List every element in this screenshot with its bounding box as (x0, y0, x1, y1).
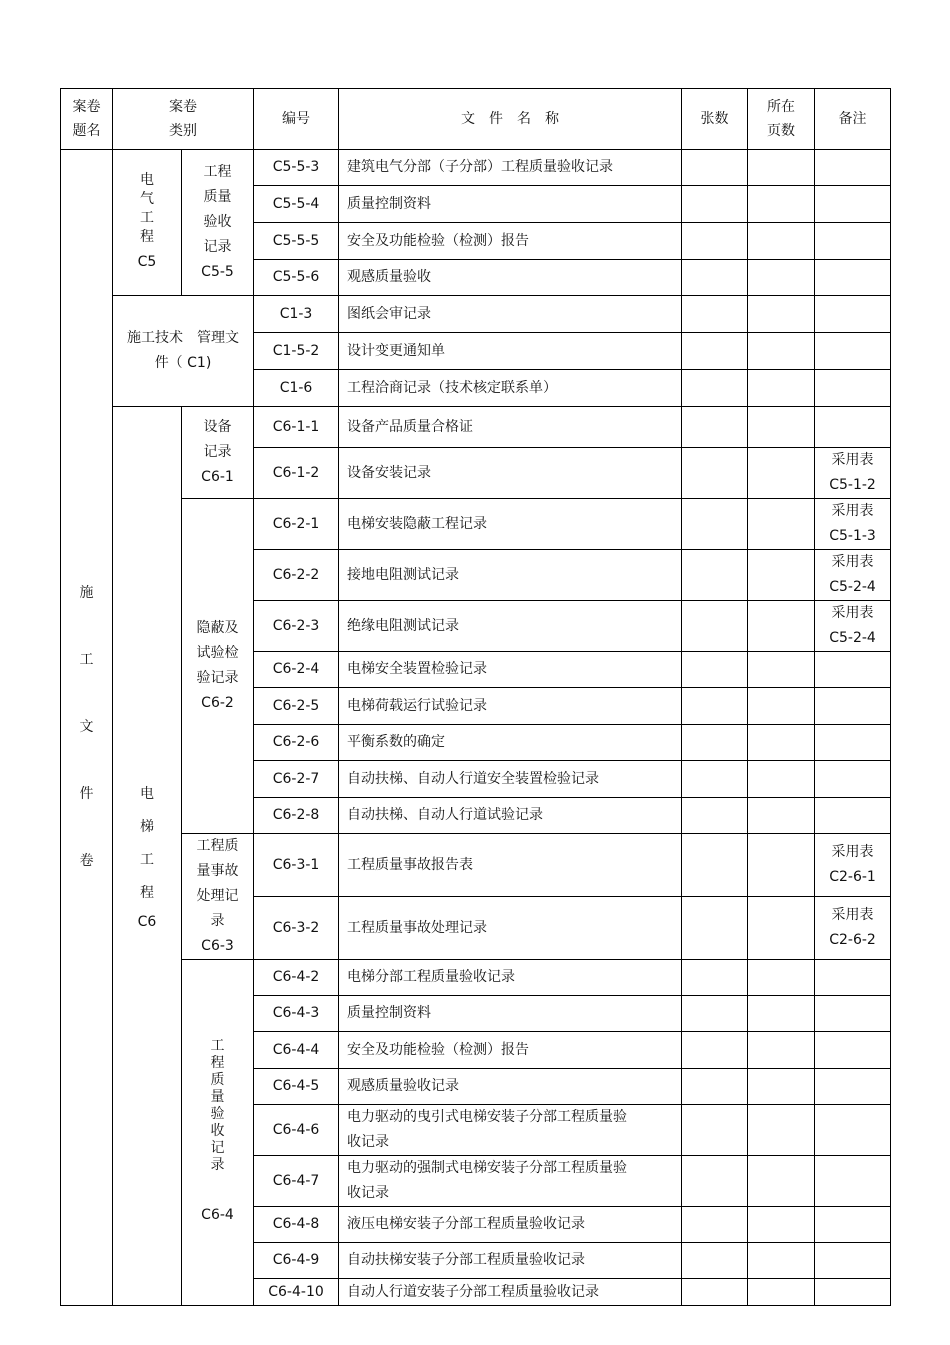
row-code: C1-3 (254, 296, 339, 333)
row-code: C6-4-6 (254, 1105, 339, 1156)
row-sheets (682, 725, 748, 761)
row-remarks (815, 725, 891, 761)
header-remarks: 备注 (815, 89, 891, 150)
row-sheets (682, 296, 748, 333)
row-file-name: 电力驱动的曳引式电梯安装子分部工程质量验收记录 (339, 1105, 682, 1156)
row-file-name: 工程洽商记录（技术核定联系单） (339, 370, 682, 407)
header-sheets: 张数 (682, 89, 748, 150)
row-page (748, 960, 815, 996)
table-row (61, 834, 891, 897)
group-electrical: 电气工程 C5 (113, 150, 182, 296)
row-sheets (682, 499, 748, 550)
row-sheets (682, 223, 748, 260)
row-sheets (682, 407, 748, 448)
header-volume-category: 案卷类别 (113, 89, 254, 150)
row-page (748, 1279, 815, 1306)
row-code: C6-2-5 (254, 688, 339, 725)
row-file-name: 图纸会审记录 (339, 296, 682, 333)
row-file-name: 接地电阻测试记录 (339, 550, 682, 601)
row-code: C6-4-9 (254, 1243, 339, 1279)
row-sheets (682, 448, 748, 499)
row-code: C6-1-1 (254, 407, 339, 448)
row-sheets (682, 601, 748, 652)
row-sheets (682, 834, 748, 897)
row-code: C6-4-7 (254, 1156, 339, 1207)
row-file-name: 建筑电气分部（子分部）工程质量验收记录 (339, 150, 682, 186)
row-remarks (815, 296, 891, 333)
row-code: C6-2-4 (254, 652, 339, 688)
row-remarks (815, 1207, 891, 1243)
row-code: C6-2-2 (254, 550, 339, 601)
row-file-name: 工程质量事故报告表 (339, 834, 682, 897)
volume-title-cell: 施工文件卷 (61, 150, 113, 1306)
subgroup-c6-4: 工程质量验收记录 C6-4 (182, 960, 254, 1306)
row-file-name: 电梯安全装置检验记录 (339, 652, 682, 688)
row-sheets (682, 996, 748, 1032)
row-page (748, 1032, 815, 1069)
row-sheets (682, 333, 748, 370)
row-code: C5-5-4 (254, 186, 339, 223)
row-page (748, 761, 815, 798)
row-sheets (682, 761, 748, 798)
row-page (748, 897, 815, 960)
row-page (748, 1243, 815, 1279)
row-remarks: 采用表C2-6-1 (815, 834, 891, 897)
table-row (61, 296, 891, 333)
row-remarks: 采用表C5-1-2 (815, 448, 891, 499)
row-file-name: 安全及功能检验（检测）报告 (339, 1032, 682, 1069)
row-file-name: 自动人行道安装子分部工程质量验收记录 (339, 1279, 682, 1306)
row-code: C6-4-2 (254, 960, 339, 996)
row-file-name: 平衡系数的确定 (339, 725, 682, 761)
file-index-table (60, 88, 891, 1306)
row-file-name: 设备产品质量合格证 (339, 407, 682, 448)
row-code: C1-5-2 (254, 333, 339, 370)
row-remarks (815, 223, 891, 260)
row-remarks (815, 652, 891, 688)
row-remarks (815, 960, 891, 996)
header-file-name: 文 件 名 称 (339, 89, 682, 150)
table-row (61, 499, 891, 550)
header-page: 所在页数 (748, 89, 815, 150)
row-code: C6-2-6 (254, 725, 339, 761)
row-file-name: 工程质量事故处理记录 (339, 897, 682, 960)
row-remarks (815, 370, 891, 407)
row-file-name: 质量控制资料 (339, 186, 682, 223)
row-code: C6-2-8 (254, 798, 339, 834)
row-sheets (682, 652, 748, 688)
row-remarks (815, 1069, 891, 1105)
row-file-name: 绝缘电阻测试记录 (339, 601, 682, 652)
row-remarks (815, 761, 891, 798)
row-page (748, 550, 815, 601)
row-page (748, 296, 815, 333)
row-sheets (682, 370, 748, 407)
row-page (748, 260, 815, 296)
row-remarks: 采用表C5-2-4 (815, 550, 891, 601)
row-sheets (682, 688, 748, 725)
row-page (748, 370, 815, 407)
row-page (748, 1207, 815, 1243)
row-remarks (815, 150, 891, 186)
row-page (748, 996, 815, 1032)
row-remarks (815, 798, 891, 834)
subgroup-c6-1: 设备记录 C6-1 (182, 407, 254, 499)
row-page (748, 601, 815, 652)
row-sheets (682, 1105, 748, 1156)
row-code: C5-5-5 (254, 223, 339, 260)
table-row (61, 407, 891, 448)
row-remarks: 采用表C5-2-4 (815, 601, 891, 652)
row-file-name: 电梯分部工程质量验收记录 (339, 960, 682, 996)
row-code: C6-4-8 (254, 1207, 339, 1243)
row-remarks: 采用表C5-1-3 (815, 499, 891, 550)
header-row (61, 89, 891, 150)
row-file-name: 电梯荷载运行试验记录 (339, 688, 682, 725)
row-code: C6-4-10 (254, 1279, 339, 1306)
row-page (748, 499, 815, 550)
row-page (748, 333, 815, 370)
row-sheets (682, 1207, 748, 1243)
row-remarks (815, 333, 891, 370)
row-sheets (682, 897, 748, 960)
row-remarks (815, 1243, 891, 1279)
row-page (748, 798, 815, 834)
row-file-name: 设备安装记录 (339, 448, 682, 499)
row-file-name: 自动扶梯、自动人行道安全装置检验记录 (339, 761, 682, 798)
row-sheets (682, 798, 748, 834)
row-remarks (815, 186, 891, 223)
row-code: C6-2-7 (254, 761, 339, 798)
row-code: C6-4-3 (254, 996, 339, 1032)
row-page (748, 652, 815, 688)
row-file-name: 电梯安装隐蔽工程记录 (339, 499, 682, 550)
row-file-name: 观感质量验收 (339, 260, 682, 296)
row-page (748, 150, 815, 186)
row-remarks (815, 1279, 891, 1306)
row-file-name: 设计变更通知单 (339, 333, 682, 370)
row-remarks (815, 996, 891, 1032)
row-file-name: 观感质量验收记录 (339, 1069, 682, 1105)
row-file-name: 自动扶梯安装子分部工程质量验收记录 (339, 1243, 682, 1279)
table-row (61, 960, 891, 996)
row-code: C6-2-3 (254, 601, 339, 652)
row-page (748, 834, 815, 897)
table-row (61, 150, 891, 186)
row-page (748, 448, 815, 499)
row-page (748, 186, 815, 223)
row-remarks (815, 1105, 891, 1156)
row-code: C6-2-1 (254, 499, 339, 550)
subgroup-c5-5: 工程质量验收记录 C5-5 (182, 150, 254, 296)
row-page (748, 725, 815, 761)
row-code: C6-4-4 (254, 1032, 339, 1069)
row-sheets (682, 186, 748, 223)
row-file-name: 质量控制资料 (339, 996, 682, 1032)
subgroup-c6-2: 隐蔽及试验检验记录 C6-2 (182, 499, 254, 834)
row-code: C1-6 (254, 370, 339, 407)
row-sheets (682, 550, 748, 601)
row-code: C6-3-1 (254, 834, 339, 897)
row-sheets (682, 260, 748, 296)
row-sheets (682, 960, 748, 996)
row-file-name: 电力驱动的强制式电梯安装子分部工程质量验收记录 (339, 1156, 682, 1207)
row-code: C6-4-5 (254, 1069, 339, 1105)
row-sheets (682, 1032, 748, 1069)
row-remarks (815, 407, 891, 448)
row-page (748, 407, 815, 448)
row-page (748, 223, 815, 260)
row-sheets (682, 1069, 748, 1105)
row-sheets (682, 150, 748, 186)
header-code: 编号 (254, 89, 339, 150)
row-remarks (815, 260, 891, 296)
row-code: C6-3-2 (254, 897, 339, 960)
row-sheets (682, 1156, 748, 1207)
row-page (748, 688, 815, 725)
row-remarks (815, 1032, 891, 1069)
row-page (748, 1069, 815, 1105)
row-remarks (815, 1156, 891, 1207)
group-tech-management: 施工技术 管理文件（ C1) (113, 296, 254, 407)
group-elevator: 电梯工程 C6 (113, 407, 182, 1306)
row-code: C6-1-2 (254, 448, 339, 499)
row-sheets (682, 1279, 748, 1306)
row-remarks (815, 688, 891, 725)
row-page (748, 1156, 815, 1207)
subgroup-c6-3: 工程质量事故处理记录 C6-3 (182, 834, 254, 960)
row-code: C5-5-6 (254, 260, 339, 296)
header-volume-title: 案卷题名 (61, 89, 113, 150)
row-file-name: 自动扶梯、自动人行道试验记录 (339, 798, 682, 834)
row-code: C5-5-3 (254, 150, 339, 186)
row-page (748, 1105, 815, 1156)
row-sheets (682, 1243, 748, 1279)
row-remarks: 采用表C2-6-2 (815, 897, 891, 960)
row-file-name: 安全及功能检验（检测）报告 (339, 223, 682, 260)
row-file-name: 液压电梯安装子分部工程质量验收记录 (339, 1207, 682, 1243)
